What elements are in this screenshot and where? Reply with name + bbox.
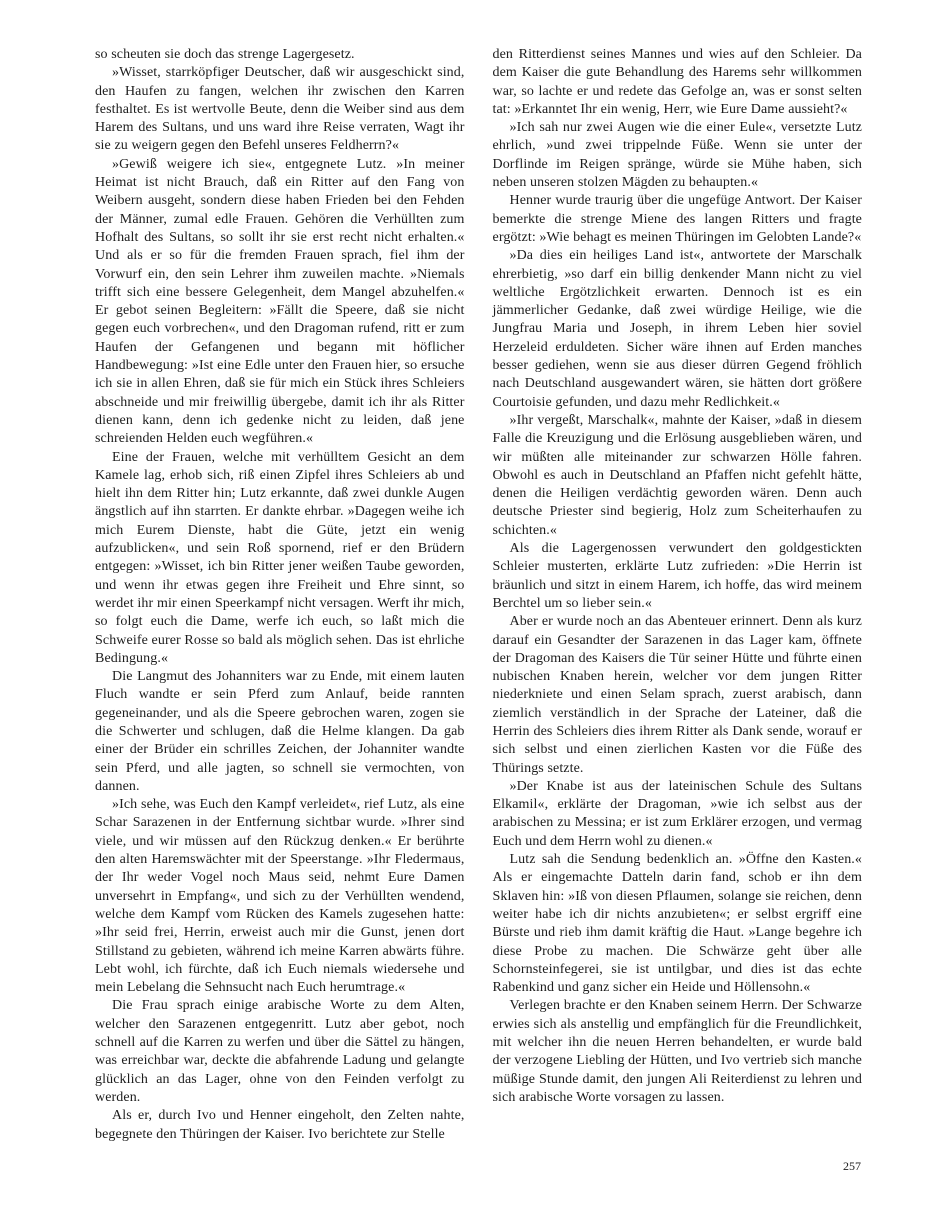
paragraph: so scheuten sie doch das strenge Lagergesetz. xyxy=(95,47,355,62)
paragraph: Als er, durch Ivo und Henner eingeholt, den Zelten nahte, begegnete den Thüringen der Kaiser. Ivo berichtete zur Stelle xyxy=(95,1108,465,1142)
left-column xyxy=(95,46,465,1144)
page-number: 257 xyxy=(843,1159,861,1173)
paragraph: »Der Knabe ist aus der lateinischen Schule des Sultans Elkamil«, erklärte der Dragoman, »wie ich selbst aus der arabischen zu Messina; er ist zum Erklärer erzogen, und vermag Euch und dem Herrn wohl zu dienen.« xyxy=(492,778,862,849)
paragraph: »Ich sah nur zwei Augen wie die einer Eule«, versetzte Lutz ehrlich, »und zwei trippelnde Füße. Wenn sie unter der Dorflinde im Reigen spränge, würde sie Mühe haben, sich neben unseren stolzen Mägden zu behaupten.« xyxy=(492,120,862,191)
paragraph: Die Langmut des Johanniters war zu Ende, mit einem lauten Fluch wandte er sein Pferd zum Anlauf, beide rannten gegeneinander, und als die Speere gebrochen waren, zogen sie die Schwerter und schlugen, daß die Helme klangen. Da gab einer der Brüder ein schrilles Zeichen, der Johanniter wandte sein Pferd, und alle jagten, so schnell sie vermochten, von dannen. xyxy=(95,669,465,794)
paragraph: Als die Lagergenossen verwundert den goldgestickten Schleier musterten, erklärte Lutz zufrieden: »Die Herrin ist bräunlich und sitzt in einem Harem, ich hoffe, das wird meinem Berchtel um so lieber sein.« xyxy=(492,541,862,611)
paragraph: Aber er wurde noch an das Abenteuer erinnert. Denn als kurz darauf ein Gesandter der Sarazenen in das Lager kam, öffnete der Dragoman des Kaisers die Tür seiner Hütte und führte einen nubischen Knaben herein, welcher vor dem jungen Ritter niederkniete und einen Selam sprach, zuerst arabisch, dann ziemlich verständlich in der Sprache der Lateiner, daß die Herrin des Schleiers dies ihrem Ritter als Dank sende, worauf er sich selbst und einen zierlichen Kasten vor die Füße des Thürings setzte. xyxy=(492,614,862,776)
paragraph: den Ritterdienst seines Mannes und wies auf den Schleier. Da dem Kaiser die gute Behandlung des Harems sehr willkommen war, so lachte er und redete das Gefolge an, was er sonst selten tat: »Erkanntet Ihr ein wenig, Herr, wie Eure Dame aussieht?« xyxy=(492,47,862,117)
paragraph: Verlegen brachte er den Knaben seinem Herrn. Der Schwarze erwies sich als anstellig und empfänglich für die Freundlichkeit, mit welcher ihn die neuen Herren behandelten, er wurde bald der verzogene Liebling der Hütten, und Ivo vertrieb sich manche müßige Stunde damit, den jungen Ali Reiterdienst zu lehren und sich arabische Worte vorsagen zu lassen. xyxy=(492,998,862,1105)
text-columns xyxy=(95,46,862,1144)
right-column xyxy=(493,46,863,1144)
paragraph: »Ich sehe, was Euch den Kampf verleidet«, rief Lutz, als eine Schar Sarazenen in der Entfernung sichtbar wurde. »Ihrer sind viele, und wir müssen auf den Rückzug denken.« Er berührte den alten Haremswächter mit der Speerstange. »Ihr Fledermaus, der Ihr weder Vogel noch Maus seid, nehmt Eure Damen unversehrt in Empfang«, und sich zu der Verhüllten wendend, welche dem Kampf vom Rücken des Kamels zugesehen hatte: »Ihr seid frei, Herrin, erweist auch mir die Gunst, jenen dort Stillstand zu gebieten, während ich meine Karren abwärts führe. Lebt wohl, ich fürchte, daß ich Euch niemals wiedersehe und mein Lebelang die Sehnsucht nach Euch herumtrage.« xyxy=(95,797,465,996)
paragraph: »Ihr vergeßt, Marschalk«, mahnte der Kaiser, »daß in diesem Falle die Kreuzigung und die Erlösung ausgeblieben wären, und wir müßten alle miteinander zur schwarzen Hölle fahren. Obwohl es auch in Deutschland an Pfaffen nicht gefehlt hätte, denen die Heiligen verdächtig geworden wären. Denn auch deutsche Priester sind begierig, Holz zum Scheiterhaufen zu schichten.« xyxy=(492,412,862,538)
paragraph: Eine der Frauen, welche mit verhülltem Gesicht an dem Kamele lag, erhob sich, riß einen Zipfel ihres Schleiers ab und hielt ihn dem Ritter hin; Lutz erkannte, daß zwei dunkle Augen ängstlich auf ihn starrten. Er dankte ehrbar. »Dagegen weihe ich mich Eurem Dienste, habt die Güte, jetzt ein wenig aufzublicken«, und sein Roß spornend, rief er den Brüdern entgegen: »Wisset, ich bin Ritter jener weißen Taube geworden, und wenn ihr etwas gegen ihre Freiheit und Ehre sinnt, so werdet ihr mir einen Speerkampf nicht versagen. Werft ihr mich, so folgt euch die Dame, werfe ich euch, so laßt mich die Schweife eurer Rosse so bald als möglich sehen. Das ist ehrliche Bedingung.« xyxy=(95,449,465,666)
paragraph: Die Frau sprach einige arabische Worte zu dem Alten, welcher den Sarazenen entgegenritt. Lutz aber gebot, noch schnell auf die Karren zu werfen und über die Sättel zu hängen, was erreichbar war, deckte die abfahrende Ladung und gelangte glücklich an das Lager, ohne von den Feinden verfolgt zu werden. xyxy=(95,998,465,1105)
paragraph: »Da dies ein heiliges Land ist«, antwortete der Marschalk ehrerbietig, »so darf ein billig denkender Mann nicht zu viel weltliche Ergötzlichkeit erwarten. Dennoch ist es ein jämmerlicher Gedanke, daß zwei würdige Heilige, wie die Jungfrau Maria und Joseph, in ihrem Leben hier soviel Herzeleid erduldeten. Sicher wäre ihnen auf Erden manches besser gediehen, wenn sie aus dieser dürren Gegend fröhlich nach Deutschland ausgewandert wären, sie hätten dort größere Courtoisie gefunden, und dazu mehr Redlichkeit.« xyxy=(492,248,862,410)
paragraph: »Gewiß weigere ich sie«, entgegnete Lutz. »In meiner Heimat ist nicht Brauch, daß ein Ritter auf den Fang von Weibern ausgeht, sondern diese haben Frieden bei den Fehden der Männer, zumal edle Frauen. Gehören die Verhüllten zum Hofhalt des Sultans, so sollt ihr sie erst recht nicht erhalten.« Und als er so für die fremden Frauen sprach, fiel ihm der Vorwurf ein, den sein Lehrer ihm zuweilen machte. »Niemals trifft sich eine bessere Gelegenheit, dem Mangel abzuhelfen.« Er gebot seinen Begleitern: »Fällt die Speere, daß sie nicht gegen euch vorbrechen«, und den Dragoman rufend, ritt er zum Haufen der Gefangenen und begann mit höflicher Handbewegung: »Ist eine Edle unter den Frauen hier, so ersuche ich sie in allen Ehren, daß sie für mich ein Stück ihres Schleiers abschneide und mir freiwillig übergebe, damit ich ihr als Ritter dienen kann, denn ich gedenke nicht zu leiden, daß jene schreienden Helden euch wegführen.« xyxy=(95,156,465,447)
paragraph: Henner wurde traurig über die ungefüge Antwort. Der Kaiser bemerkte die strenge Miene des langen Ritters und fragte ergötzt: »Wie behagt es meinen Thüringen im Gelobten Lande?« xyxy=(492,193,862,245)
paragraph: Lutz sah die Sendung bedenklich an. »Öffne den Kasten.« Als er eingemachte Datteln darin fand, schob er ihn dem Sklaven hin: »Iß von diesen Pflaumen, solange sie reichen, denn weiter habe ich dir nichts anzubieten«; er selbst ergriff eine Bürste und rieb ihm damit kräftig die Haut. »Lange begehre ich diese Probe zu machen. Die Schwärze geht über alle Schornsteinfegerei, sie ist untilgbar, und dies ist das echte Rabenkind und ganz sicher ein Heide und Höllensohn.« xyxy=(492,852,862,996)
paragraph: »Wisset, starrköpfiger Deutscher, daß wir ausgeschickt sind, den Haufen zu fangen, welchen ihr zwischen den Karren festhaltet. Es ist wertvolle Beute, denn die Weiber sind aus dem Harem des Sultans, und uns ward ihre Reise verraten, Wagt ihr sie zu weigern gegen den Befehl unseres Feldherrn?« xyxy=(95,65,465,154)
